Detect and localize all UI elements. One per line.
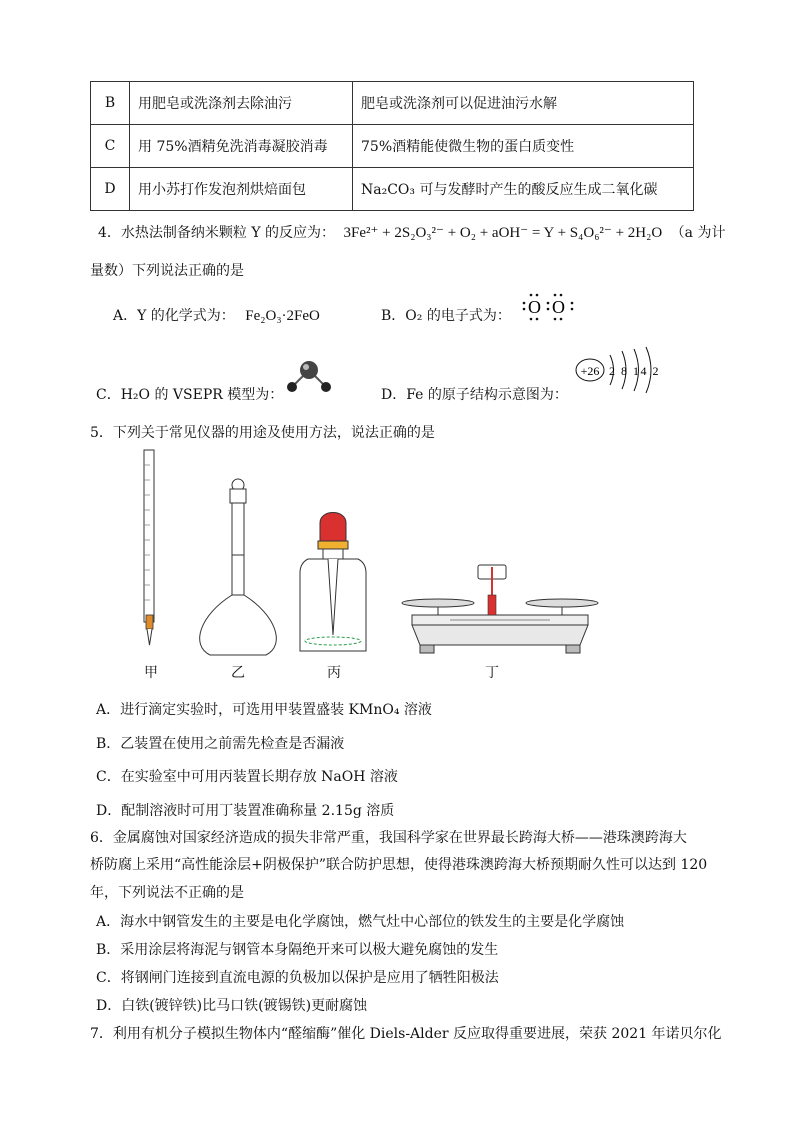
- q4-stem-continued: 量数）下列说法正确的是: [90, 263, 244, 279]
- q6-option-c: C．将钢闸门连接到直流电源的负极加以保护是应用了牺牲阳极法: [96, 970, 499, 986]
- q4-option-c-prefix: C．H₂O 的 VSEPR 模型为：: [96, 387, 284, 403]
- row-letter: B: [91, 82, 130, 125]
- fe-shell-electrons: 2 8 14 2: [609, 364, 660, 378]
- row-practice: 用 75%酒精免洗消毒凝胶消毒: [130, 125, 353, 168]
- q5-stem: 5．下列关于常见仪器的用途及使用方法，说法正确的是: [90, 425, 435, 441]
- balance-scale-icon: [402, 565, 598, 653]
- q6-stem-line-2: 桥防腐上采用“高性能涂层+阴极保护”联合防护思想，使得港珠澳跨海大桥预期耐久性可以达到 120: [90, 857, 708, 873]
- volumetric-flask-icon: [200, 479, 277, 655]
- apparatus-label-bing: 丙: [327, 665, 341, 681]
- q4-option-b: [381, 306, 511, 326]
- q4-equation: 3Fe²⁺ + 2S₂O₃²⁻ + O₂ + aOH⁻ = Y + S₄O₆²⁻ + 2H₂O: [343, 225, 663, 241]
- options-table: [90, 81, 694, 211]
- q6-option-d: D．白铁(镀锌铁)比马口铁(镀锡铁)更耐腐蚀: [96, 998, 368, 1014]
- q4-option-d: [381, 385, 568, 405]
- table-row: [91, 82, 694, 125]
- h2o-vsepr-model-icon: [283, 356, 333, 396]
- apparatus-illustration: [120, 445, 620, 685]
- q4-stem: [98, 223, 725, 243]
- q4-stem-b: （a 为计: [670, 225, 726, 241]
- o2-atom-2: O: [552, 297, 565, 317]
- fe-nucleus-label: +26: [580, 364, 600, 378]
- q4-option-a-prefix: A．Y 的化学式为：: [113, 308, 235, 324]
- q4-option-c: [96, 385, 283, 405]
- q5-option-a: A．进行滴定实验时，可选用甲装置盛装 KMnO₄ 溶液: [96, 702, 432, 718]
- q4-stem-a: 4．水热法制备纳米颗粒 Y 的反应为：: [98, 225, 336, 241]
- q6-option-b: B．采用涂层将海泥与钢管本身隔绝开来可以极大避免腐蚀的发生: [96, 942, 499, 958]
- row-practice: 用小苏打作发泡剂烘焙面包: [130, 168, 353, 211]
- row-reason: 肥皂或洗涤剂可以促进油污水解: [353, 82, 694, 125]
- q6-stem-line-3: 年，下列说法不正确的是: [90, 885, 244, 901]
- row-practice: 用肥皂或洗涤剂去除油污: [130, 82, 353, 125]
- q4-option-d-prefix: D．Fe 的原子结构示意图为：: [381, 387, 568, 403]
- q6-option-a: A．海水中钢管发生的主要是电化学腐蚀，燃气灶中心部位的铁发生的主要是化学腐蚀: [96, 914, 625, 930]
- apparatus-label-ding: 丁: [485, 665, 499, 681]
- fe-atomic-structure-icon: [570, 345, 670, 401]
- q5-option-d: D．配制溶液时可用丁装置准确称量 2.15g 溶质: [96, 803, 395, 819]
- row-letter: D: [91, 168, 130, 211]
- q7-stem-line-1: 7．利用有机分子模拟生物体内“醛缩酶”催化 Diels-Alder 反应取得重要进展，荣获 2021 年诺贝尔化: [90, 1026, 722, 1042]
- table-row: [91, 168, 694, 211]
- q6-stem-line-1: 6．金属腐蚀对国家经济造成的损失非常严重，我国科学家在世界最长跨海大桥——港珠澳跨海大: [90, 830, 687, 846]
- q4-option-a: [113, 306, 320, 326]
- q5-option-c: C．在实验室中可用丙装置长期存放 NaOH 溶液: [96, 769, 398, 785]
- dropper-bottle-icon: [300, 513, 366, 652]
- row-letter: C: [91, 125, 130, 168]
- apparatus-label-jia: 甲: [144, 665, 158, 681]
- row-reason: 75%酒精能使微生物的蛋白质变性: [353, 125, 694, 168]
- o2-electron-formula-icon: [520, 290, 580, 326]
- row-reason: Na₂CO₃ 可与发酵时产生的酸反应生成二氧化碳: [353, 168, 694, 211]
- burette-icon: [144, 450, 154, 645]
- table-row: [91, 125, 694, 168]
- q5-option-b: B．乙装置在使用之前需先检查是否漏液: [96, 736, 345, 752]
- apparatus-label-yi: 乙: [231, 665, 245, 681]
- o2-atom-1: O: [528, 297, 541, 317]
- q4-option-b-prefix: B．O₂ 的电子式为：: [381, 308, 511, 324]
- q4-option-a-formula: Fe₂O₃·2FeO: [245, 308, 320, 324]
